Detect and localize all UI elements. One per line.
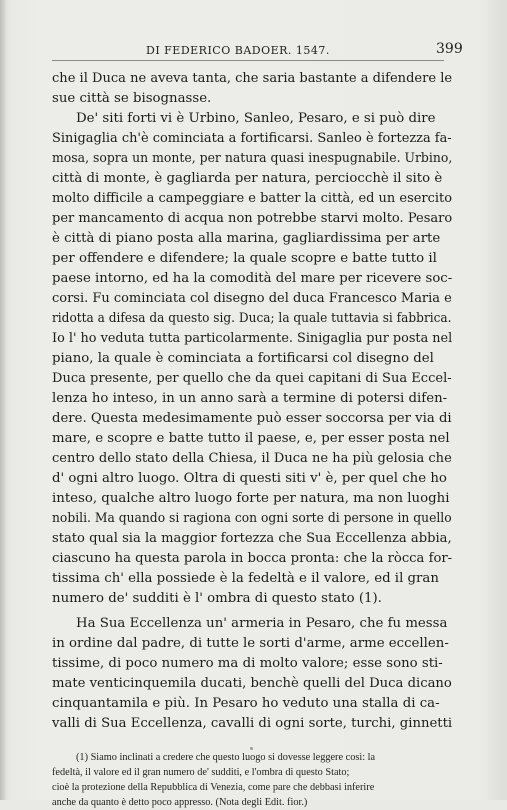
- text-line: numero de' sudditi è l' ombra di questo stato (1).: [52, 591, 382, 606]
- text-line: piano, la quale è cominciata a fortificarsi col disegno del: [52, 351, 434, 366]
- page-number: 399: [436, 41, 463, 57]
- text-line: dere. Questa medesimamente può esser soccorsa per via di: [52, 411, 452, 426]
- text-line: in ordine dal padre, di tutte le sorti d'arme, arme eccellen-: [52, 636, 449, 651]
- header-rule: [52, 60, 444, 61]
- running-title: DI FEDERICO BADOER. 1547.: [146, 44, 330, 57]
- text-line: valli di Sua Eccellenza, cavalli di ogni sorte, turchi, ginnetti: [52, 716, 453, 731]
- text-line: nobili. Ma quando si ragiona con ogni sorte di persone in quello: [52, 511, 452, 526]
- text-line: per offendere e difendere; la quale scopre e batte tutto il: [52, 251, 437, 266]
- text-line: sue città se bisognasse.: [52, 91, 212, 106]
- text-line: mate venticinquemila ducati, benchè quelli del Duca dicano: [52, 676, 452, 691]
- text-line: città di monte, è gagliarda per natura, perciocchè il sito è: [52, 171, 443, 186]
- text-line: inteso, qualche altro luogo forte per natura, ma non luoghi: [52, 491, 450, 506]
- text-line: Duca presente, per quello che da quei capitani di Sua Eccel-: [52, 371, 452, 386]
- footnote-line: cioè la protezione della Repubblica di Venezia, come pare che debbasi inferire: [52, 782, 375, 793]
- text-line: molto difficile a campeggiare e batter la città, ed un esercito: [52, 191, 453, 206]
- footnote-line: (1) Siamo inclinati a credere che questo luogo si dovesse leggere così: la: [76, 752, 376, 763]
- ink-speck: [250, 747, 253, 750]
- text-line: corsi. Fu cominciata col disegno del duca Francesco Maria e: [52, 291, 452, 306]
- text-line: mare, e scopre e batte tutto il paese, e, per esser posta nel: [52, 431, 450, 446]
- footnote-line: anche da quanto è detto poco appresso. (Nota degli Edit. fior.): [52, 797, 308, 808]
- text-line: tissima ch' ella possiede è la fedeltà e il valore, ed il gran: [52, 571, 439, 586]
- text-line: ciascuno ha questa parola in bocca pronta: che la ròcca for-: [52, 551, 453, 566]
- text-line: De' siti forti vi è Urbino, Sanleo, Pesaro, e si può dire: [76, 111, 436, 126]
- text-line: tissime, di poco numero ma di molto valore; esse sono sti-: [52, 656, 443, 671]
- text-line: d' ogni altro luogo. Oltra di questi siti v' è, per quel che ho: [52, 471, 447, 486]
- text-line: stato qual sia la maggior fortezza che Sua Eccellenza abbia,: [52, 531, 452, 546]
- text-line: lenza ho inteso, in un anno sarà a termine di potersi difen-: [52, 391, 448, 406]
- page-binding-edge: [0, 0, 6, 800]
- text-line: Sinigaglia ch'è cominciata a fortificarsi. Sanleo è fortezza fa-: [52, 131, 452, 146]
- text-line: mosa, sopra un monte, per natura quasi inespugnabile. Urbino,: [52, 151, 453, 166]
- text-line: Io l' ho veduta tutta particolarmente. Sinigaglia pur posta nel: [52, 331, 453, 346]
- text-line: centro dello stato della Chiesa, il Duca ne ha più gelosia che: [52, 451, 452, 466]
- footnote-line: fedeltà, il valore ed il gran numero de' sudditi, e l'ombra di questo Stato;: [52, 767, 350, 778]
- text-line: per mancamento di acqua non potrebbe starvi molto. Pesaro: [52, 211, 453, 226]
- text-line: è città di piano posta alla marina, gagliardissima per arte: [52, 231, 441, 246]
- text-line: paese intorno, ed ha la comodità del mare per ricevere soc-: [52, 271, 453, 286]
- text-line: Ha Sua Eccellenza un' armeria in Pesaro, che fu messa: [76, 616, 448, 631]
- text-line: cinquantamila e più. In Pesaro ho veduto una stalla di ca-: [52, 696, 440, 711]
- text-line: ridotta a difesa da questo sig. Duca; la quale tuttavia si fabbrica.: [52, 311, 452, 326]
- text-line: che il Duca ne aveva tanta, che saria bastante a difendere le: [52, 71, 453, 86]
